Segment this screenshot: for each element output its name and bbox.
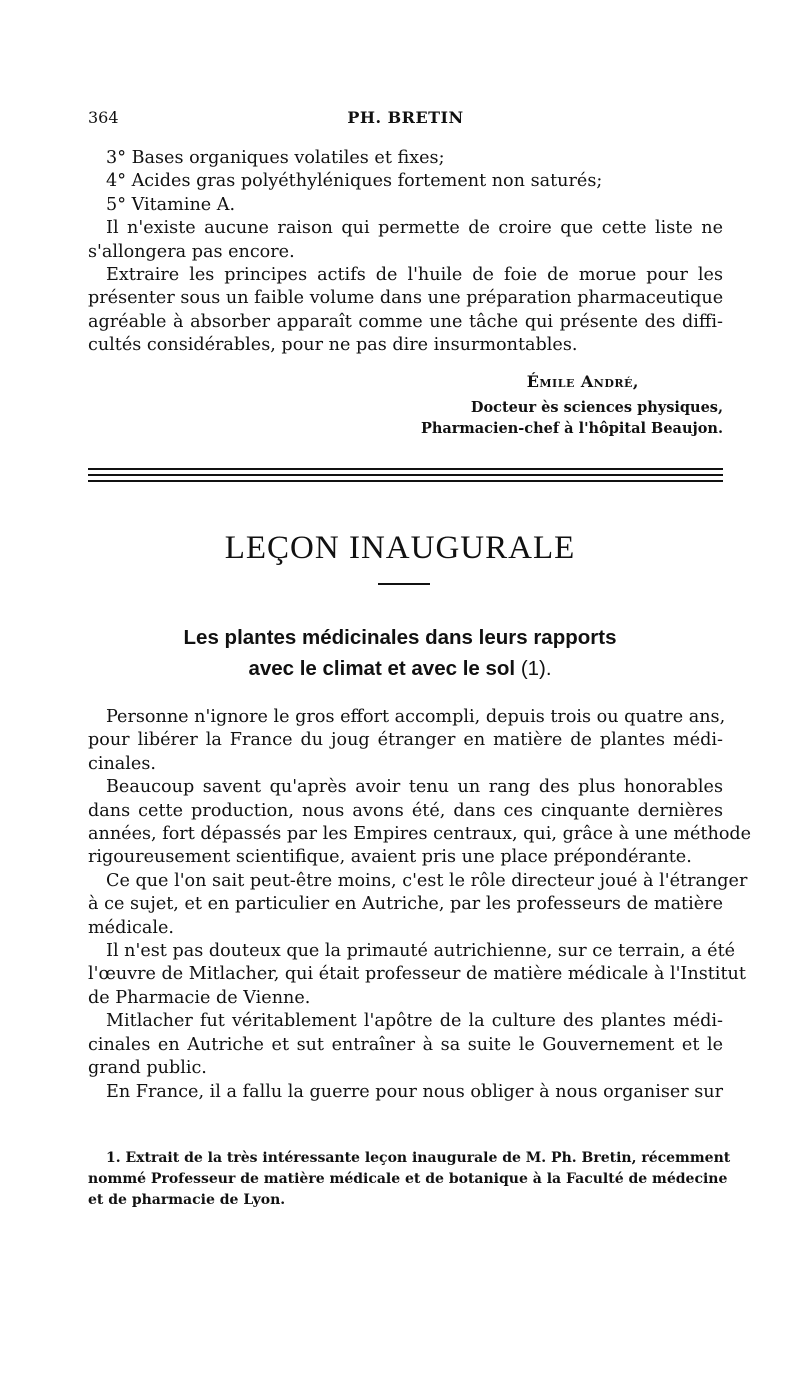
text-line: Il n'existe aucune raison qui permette de croire que cette liste ne [106, 218, 723, 239]
text-line: Ce que l'on sait peut-être moins, c'est le rôle directeur joué à l'étranger [106, 870, 748, 891]
footnote-line: 1. Extrait de la très intéressante leçon inaugurale de M. Ph. Bretin, récemment [106, 1150, 731, 1166]
text-line: Personne n'ignore le gros effort accompli, depuis trois ou quatre ans, [106, 707, 726, 727]
text-line: Beaucoup savent qu'après avoir tenu un rang des plus honorables [106, 777, 723, 798]
subtitle-line-2: avec le climat et avec le sol [248, 657, 516, 680]
text-line: présenter sous un faible volume dans une préparation pharmaceutique [88, 288, 724, 309]
text-line: 5° Vitamine A. [106, 194, 236, 215]
text-line: à ce sujet, et en particulier en Autriche, par les professeurs de matière [88, 894, 723, 915]
text-line: Extraire les principes actifs de l'huile de foie de morue pour les [106, 265, 723, 286]
section-separator [88, 468, 723, 486]
article-subtitle [0, 622, 800, 684]
footnote-line: et de pharmacie de Lyon. [88, 1192, 286, 1208]
footnote-reference: (1). [520, 657, 552, 680]
divider [88, 480, 723, 482]
text-line: cultés considérables, pour ne pas dire insurmontables. [88, 335, 578, 356]
author-title-1: Docteur ès sciences physiques, [470, 399, 723, 416]
text-line: de Pharmacie de Vienne. [88, 987, 311, 1008]
page-number: 364 [88, 108, 119, 127]
text-line: pour libérer la France du joug étranger en matière de plantes médi- [88, 730, 723, 751]
text-line: cinales. [88, 753, 156, 774]
text-line: Il n'est pas douteux que la primauté autrichienne, sur ce terrain, a été [106, 941, 736, 962]
text-line: En France, il a fallu la guerre pour nous obliger à nous organiser sur [106, 1081, 724, 1102]
running-title: PH. BRETIN [347, 108, 464, 127]
top-text-block [88, 147, 723, 358]
divider [88, 468, 723, 470]
author-name: Émile André, [526, 372, 639, 391]
text-line: 3° Bases organiques volatiles et fixes; [106, 148, 445, 168]
running-header [88, 108, 723, 132]
text-line: cinales en Autriche et sut entraîner à sa suite le Gouvernement et le [88, 1034, 723, 1055]
signature-block [88, 372, 723, 439]
text-line: Mitlacher fut véritablement l'apôtre de la culture des plantes médi- [106, 1011, 723, 1032]
article-heading: LEÇON INAUGURALE [224, 530, 576, 566]
heading-rule [378, 583, 430, 585]
text-line: l'œuvre de Mitlacher, qui était professeur de matière médicale à l'Institut [88, 964, 746, 985]
text-line: s'allongera pas encore. [88, 241, 295, 262]
text-line: 4° Acides gras polyéthyléniques fortement non saturés; [106, 171, 603, 192]
author-title-2: Pharmacien-chef à l'hôpital Beaujon. [420, 420, 723, 437]
text-line: rigoureusement scientifique, avaient pris une place prépondérante. [88, 847, 692, 868]
body-text-block [88, 706, 752, 1104]
text-line: années, fort dépassés par les Empires centraux, qui, grâce à une méthode [88, 824, 752, 845]
text-line: dans cette production, nous avons été, dans ces cinquante dernières [88, 800, 723, 821]
footnote-line: nommé Professeur de matière médicale et de botanique à la Faculté de médecine [88, 1171, 728, 1187]
text-line: grand public. [88, 1058, 207, 1079]
divider [88, 474, 723, 476]
text-line: agréable à absorber apparaît comme une tâche qui présente des diffi- [88, 311, 723, 332]
text-line: médicale. [88, 917, 174, 938]
subtitle-line-1: Les plantes médicinales dans leurs rapports [183, 626, 617, 649]
footnote-block [88, 1148, 731, 1211]
